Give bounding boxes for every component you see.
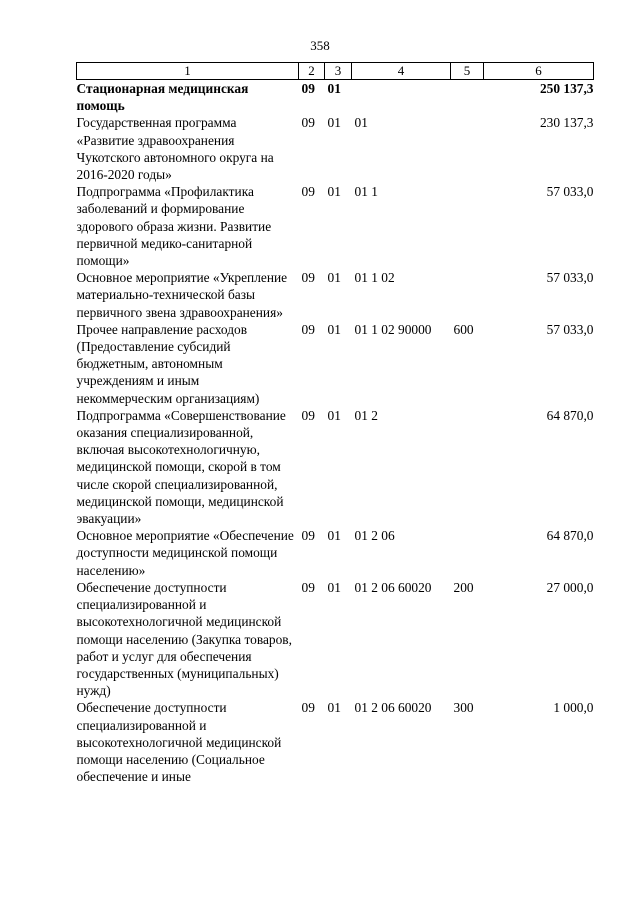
row-target-article: 01 2 06 60020: [354, 700, 432, 716]
row-target-article: 01: [354, 115, 368, 131]
row-target-article: 01 1: [354, 184, 378, 200]
row-expense-type: 600: [453, 321, 474, 337]
table-row: [77, 183, 594, 269]
row-target-article: [352, 80, 451, 115]
row-subsection: 01: [327, 321, 341, 337]
row-amount: 250 137,3: [539, 81, 594, 96]
row-amount: 64 870,0: [546, 528, 594, 544]
column-header-2: 2: [299, 63, 325, 80]
row-expense-type: [451, 407, 484, 527]
row-expense-type: [451, 114, 484, 183]
row-name: Обеспечение доступности специализированной и высокотехнологичной медицинской помощи населению (Социальное обеспечение и иные: [76, 700, 282, 785]
row-amount: 64 870,0: [546, 407, 594, 423]
row-subsection: 01: [327, 270, 341, 286]
row-section: 09: [301, 81, 315, 96]
row-section: 09: [301, 184, 315, 200]
row-amount: 230 137,3: [539, 115, 594, 131]
table-row: [77, 527, 594, 579]
row-name: Подпрограмма «Совершенствование оказания специализированной, включая высокотехнологичную, медицинской помощи, скорой в том числе скорой специализированной, медицинской помощи, медицинской эвакуации»: [76, 407, 286, 527]
row-target-article: 01 2 06: [354, 528, 395, 544]
row-section: 09: [301, 528, 315, 544]
column-header-4: 4: [352, 63, 451, 80]
row-subsection: 01: [327, 81, 341, 96]
row-subsection: 01: [327, 407, 341, 423]
row-section: 09: [301, 321, 315, 337]
row-expense-type: [451, 527, 484, 579]
row-target-article: 01 1 02: [354, 270, 395, 286]
column-header-6: 6: [484, 63, 594, 80]
row-subsection: 01: [327, 115, 341, 131]
row-name: Основное мероприятие «Укрепление материально-технической базы первичного звена здравоохранения»: [76, 270, 288, 320]
row-section: 09: [301, 407, 315, 423]
row-subsection: 01: [327, 184, 341, 200]
row-target-article: 01 2: [354, 407, 378, 423]
row-amount: 57 033,0: [546, 184, 594, 200]
row-name: Стационарная медицинская помощь: [76, 81, 249, 114]
row-section: 09: [301, 579, 315, 595]
table-body: [77, 80, 594, 786]
row-name: Государственная программа «Развитие здравоохранения Чукотского автономного округа на 2016-2020 годы»: [76, 115, 274, 183]
row-section: 09: [301, 700, 315, 716]
table-row: [77, 407, 594, 527]
row-expense-type: [451, 183, 484, 269]
row-name: Прочее направление расходов (Предоставление субсидий бюджетным, автономным учреждениям и иным некоммерческим организациям): [76, 321, 260, 406]
row-section: 09: [301, 115, 315, 131]
column-header-3: 3: [325, 63, 352, 80]
row-section: 09: [301, 270, 315, 286]
column-header-1: 1: [77, 63, 299, 80]
row-target-article: 01 2 06 60020: [354, 579, 432, 595]
row-amount: 1 000,0: [553, 700, 594, 716]
column-header-5: 5: [451, 63, 484, 80]
table-header-row: [77, 63, 594, 80]
row-subsection: 01: [327, 700, 341, 716]
row-expense-type: 300: [453, 700, 474, 716]
page-number: 358: [310, 38, 330, 53]
row-amount: 27 000,0: [546, 579, 594, 595]
row-target-article: 01 1 02 90000: [354, 321, 432, 337]
budget-table: [76, 62, 594, 785]
row-amount: 57 033,0: [546, 270, 594, 286]
table-row: [77, 80, 594, 115]
table-row: [77, 114, 594, 183]
row-expense-type: 200: [453, 579, 474, 595]
row-name: Основное мероприятие «Обеспечение доступности медицинской помощи населению»: [76, 528, 294, 578]
row-subsection: 01: [327, 528, 341, 544]
row-amount: 57 033,0: [546, 321, 594, 337]
table-row: [77, 579, 594, 699]
row-name: Подпрограмма «Профилактика заболеваний и формирование здорового образа жизни. Развитие первичной медико-санитарной помощи»: [76, 184, 272, 269]
row-subsection: 01: [327, 579, 341, 595]
table-row: [77, 321, 594, 407]
row-expense-type: [451, 80, 484, 115]
row-name: Обеспечение доступности специализированной и высокотехнологичной медицинской помощи населению (Закупка товаров, работ и услуг для обеспечения государственных (муниципальных) нужд): [76, 579, 292, 699]
row-expense-type: [451, 269, 484, 321]
table-row: [77, 699, 594, 785]
table-row: [77, 269, 594, 321]
